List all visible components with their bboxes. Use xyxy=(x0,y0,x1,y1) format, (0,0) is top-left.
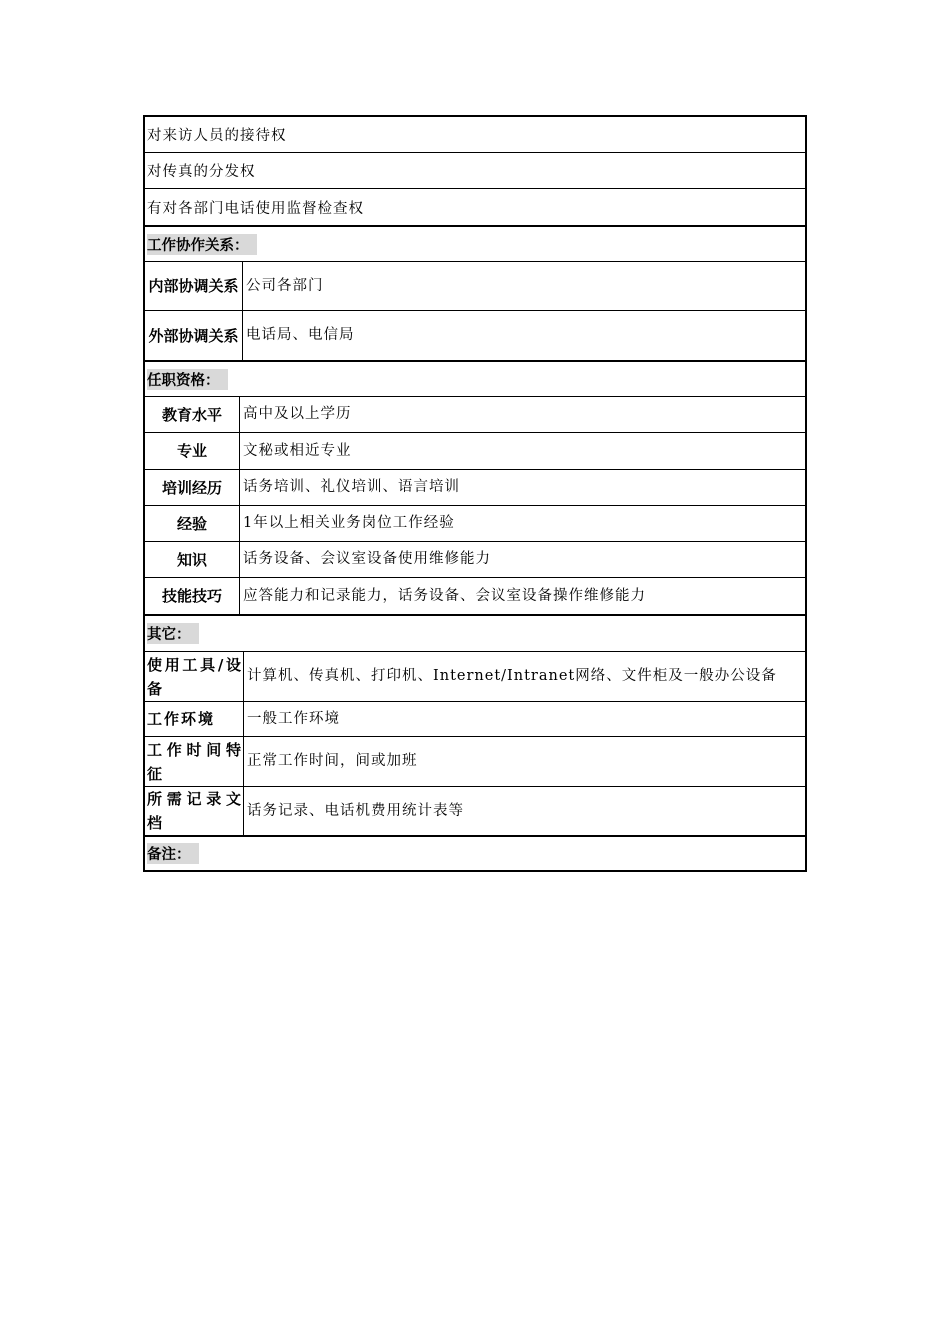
row-value: 文秘或相近专业 xyxy=(243,442,352,459)
row-value: 正常工作时间，间或加班 xyxy=(247,753,418,769)
table-row xyxy=(143,577,807,614)
row-label: 内部协调关系 xyxy=(145,262,243,310)
section-header-other xyxy=(143,614,807,651)
row-label: 知识 xyxy=(145,542,240,577)
authority-text: 有对各部门电话使用监督检查权 xyxy=(147,200,364,217)
table-row xyxy=(143,432,807,469)
row-label: 专业 xyxy=(145,433,240,469)
row-value: 1年以上相关业务岗位工作经验 xyxy=(243,515,455,531)
section-title: 其它： xyxy=(147,623,199,644)
row-label: 所需记录文档 xyxy=(145,787,244,835)
row-value: 话务设备、会议室设备使用维修能力 xyxy=(243,551,491,567)
row-label: 使用工具/设备 xyxy=(145,652,244,701)
table-row xyxy=(143,651,807,701)
row-label: 工作环境 xyxy=(145,702,244,736)
row-label: 教育水平 xyxy=(145,397,240,432)
section-title: 备注： xyxy=(147,843,199,864)
row-value: 高中及以上学历 xyxy=(243,406,352,422)
authority-row xyxy=(143,115,807,152)
row-label: 技能技巧 xyxy=(145,578,240,614)
authority-text: 对传真的分发权 xyxy=(147,164,256,180)
row-value: 应答能力和记录能力，话务设备、会议室设备操作维修能力 xyxy=(243,587,646,604)
table-row xyxy=(143,261,807,310)
row-label: 培训经历 xyxy=(145,470,240,505)
table-row xyxy=(143,310,807,360)
job-description-table xyxy=(143,115,807,872)
table-row xyxy=(143,396,807,432)
row-label: 外部协调关系 xyxy=(145,311,243,360)
section-title: 工作协作关系： xyxy=(147,234,257,255)
row-value: 话务记录、电话机费用统计表等 xyxy=(247,802,464,819)
section-header-remarks xyxy=(143,835,807,872)
row-value: 电话局、电信局 xyxy=(246,327,355,343)
table-row xyxy=(143,505,807,541)
table-row xyxy=(143,469,807,505)
row-label: 经验 xyxy=(145,506,240,541)
row-value: 公司各部门 xyxy=(246,277,324,294)
table-row xyxy=(143,736,807,786)
row-label: 工作时间特征 xyxy=(145,737,244,786)
row-value: 话务培训、礼仪培训、语言培训 xyxy=(243,479,460,495)
authority-row xyxy=(143,152,807,188)
table-row xyxy=(143,786,807,835)
table-row xyxy=(143,541,807,577)
section-header-qualification xyxy=(143,360,807,396)
authority-row xyxy=(143,188,807,225)
table-row xyxy=(143,701,807,736)
row-value: 一般工作环境 xyxy=(247,710,340,727)
row-value: 计算机、传真机、打印机、Internet/Intranet网络、文件柜及一般办公设备 xyxy=(247,668,777,684)
authority-text: 对来访人员的接待权 xyxy=(147,128,287,144)
section-title: 任职资格： xyxy=(147,369,228,390)
section-header-cooperation xyxy=(143,225,807,261)
